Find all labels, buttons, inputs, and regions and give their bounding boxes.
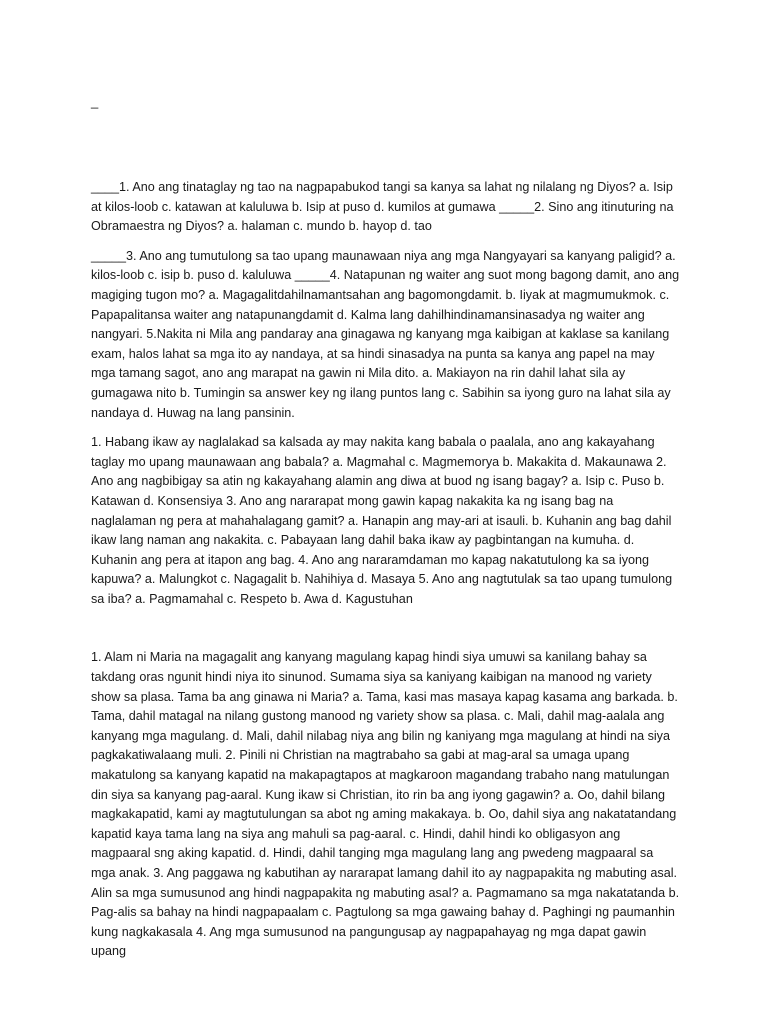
document-body [91,178,681,962]
question-block-1: ____1. Ano ang tinataglay ng tao na nagpapabukod tangi sa kanya sa lahat ng nilalang ng Diyos? a. Isip at kilos-loob c. katawan at kaluluwa b. Isip at puso d. kumilos at gumawa _____2. Sino ang itinuturing na Obramaestra ng Diyos? a. halaman c. mundo b. hayop d. tao [91,180,674,234]
question-block-3: 1. Habang ikaw ay naglalakad sa kalsada ay may nakita kang babala o paalala, ano ang kakayahang taglay mo upang maunawaan ang babala? a. Magmahal c. Magmemorya b. Makakita d. Makaunawa 2. Ano ang nagbibigay sa atin ng kakayahang alamin ang diwa at buod ng isang bagay? a. Isip c. Puso b. Katawan d. Konsensiya 3. Ano ang nararapat mong gawin kapag nakakita ka ng isang bag na naglalaman ng pera at mahahalagang gamit? a. Hanapin ang may-ari at isauli. b. Kuhanin ang bag dahil ikaw lang naman ang nakakita. c. Pabayaan lang dahil baka ikaw ay pagbintangan na kumuha. d. Kuhanin ang pera at itapon ang bag. 4. Ano ang nararamdaman mo kapag nakatutulong ka sa iyong kapuwa? a. Malungkot c. Nagagalit b. Nahihiya d. Masaya 5. Ano ang nagtutulak sa tao upang tumulong sa iba? a. Pagmamahal c. Respeto b. Awa d. Kagustuhan [91,435,673,606]
question-block-4: 1. Alam ni Maria na magagalit ang kanyang magulang kapag hindi siya umuwi sa kanilang bahay sa takdang oras ngunit hindi niya ito sinunod. Sumama siya sa kaniyang kaibigan na manood ng variety show sa plasa. Tama ba ang ginawa ni Maria? a. Tama, kasi mas masaya kapag kasama ang barkada. b. Tama, dahil matagal na nilang gustong manood ng variety show sa plasa. c. Mali, dahil mag-aalala ang kanyang mga magulang. d. Mali, dahil nilabag niya ang bilin ng kaniyang mga magulang at hindi na siya pagkakatiwalaang muli. 2. Pinili ni Christian na magtrabaho sa gabi at mag-aral sa umaga upang makatulong sa kanyang kapatid na makapagtapos at magkaroon magandang trabaho nang matulungan din siya sa kanyang pag-aaral. Kung ikaw si Christian, ito rin ba ang iyong gagawin? a. Oo, dahil bilang magkakapatid, kami ay magtutulungan sa abot ng aming makakaya. b. Oo, dahil siya ang nakatatandang kapatid kaya tama lang na siya ang mahuli sa pag-aaral. c. Hindi, dahil hindi ko obligasyon ang magpaaral sng aking kapatid. d. Hindi, dahil tanging mga magulang lang ang pwedeng magpaaral sa mga anak. 3. Ang paggawa ng kabutihan ay nararapat lamang dahil ito ay nagpapakita ng mabuting asal. Alin sa mga sumusunod ang hindi nagpapakita ng mabuting asal? a. Pagmamano sa mga nakatatanda b. Pag-alis sa bahay na hindi nagpapaalam c. Pagtulong sa mga gawaing bahay d. Paghingi ng paumanhin kung nagkakasala 4. Ang mga sumusunod na pangungusap ay nagpapahayag ng mga dapat gawin upang [91,650,680,959]
question-block-2: _____3. Ano ang tumutulong sa tao upang maunawaan niya ang mga Nangyayari sa kanyang paligid? a. kilos-loob c. isip b. puso d. kaluluwa _____4. Natapunan ng waiter ang suot mong bagong damit, ano ang magiging tugon mo? a. Magagalitdahilnamantsahan ang bagomongdamit. b. Iiyak at magmumukmok. c. Papapalitansa waiter ang natapunangdamit d. Kalma lang dahilhindinamansinasadya ng waiter ang nangyari. 5.Nakita ni Mila ang pandaray ana ginagawa ng kanyang mga kaibigan at kaklase sa kanilang exam, halos lahat sa mga ito ay nandaya, at sa hindi sinasadya na punta sa kanya ang papel na may mga tamang sagot, ano ang marapat na gawin ni Mila dito. a. Makiayon na rin dahil lahat sila ay gumagawa nito b. Tumingin sa answer key ng ilang puntos lang c. Sabihin sa iyong guro na lahat sila ay nandaya d. Huwag na lang pansinin. [91,248,680,420]
stray-underscore-mark: _ [91,94,99,109]
